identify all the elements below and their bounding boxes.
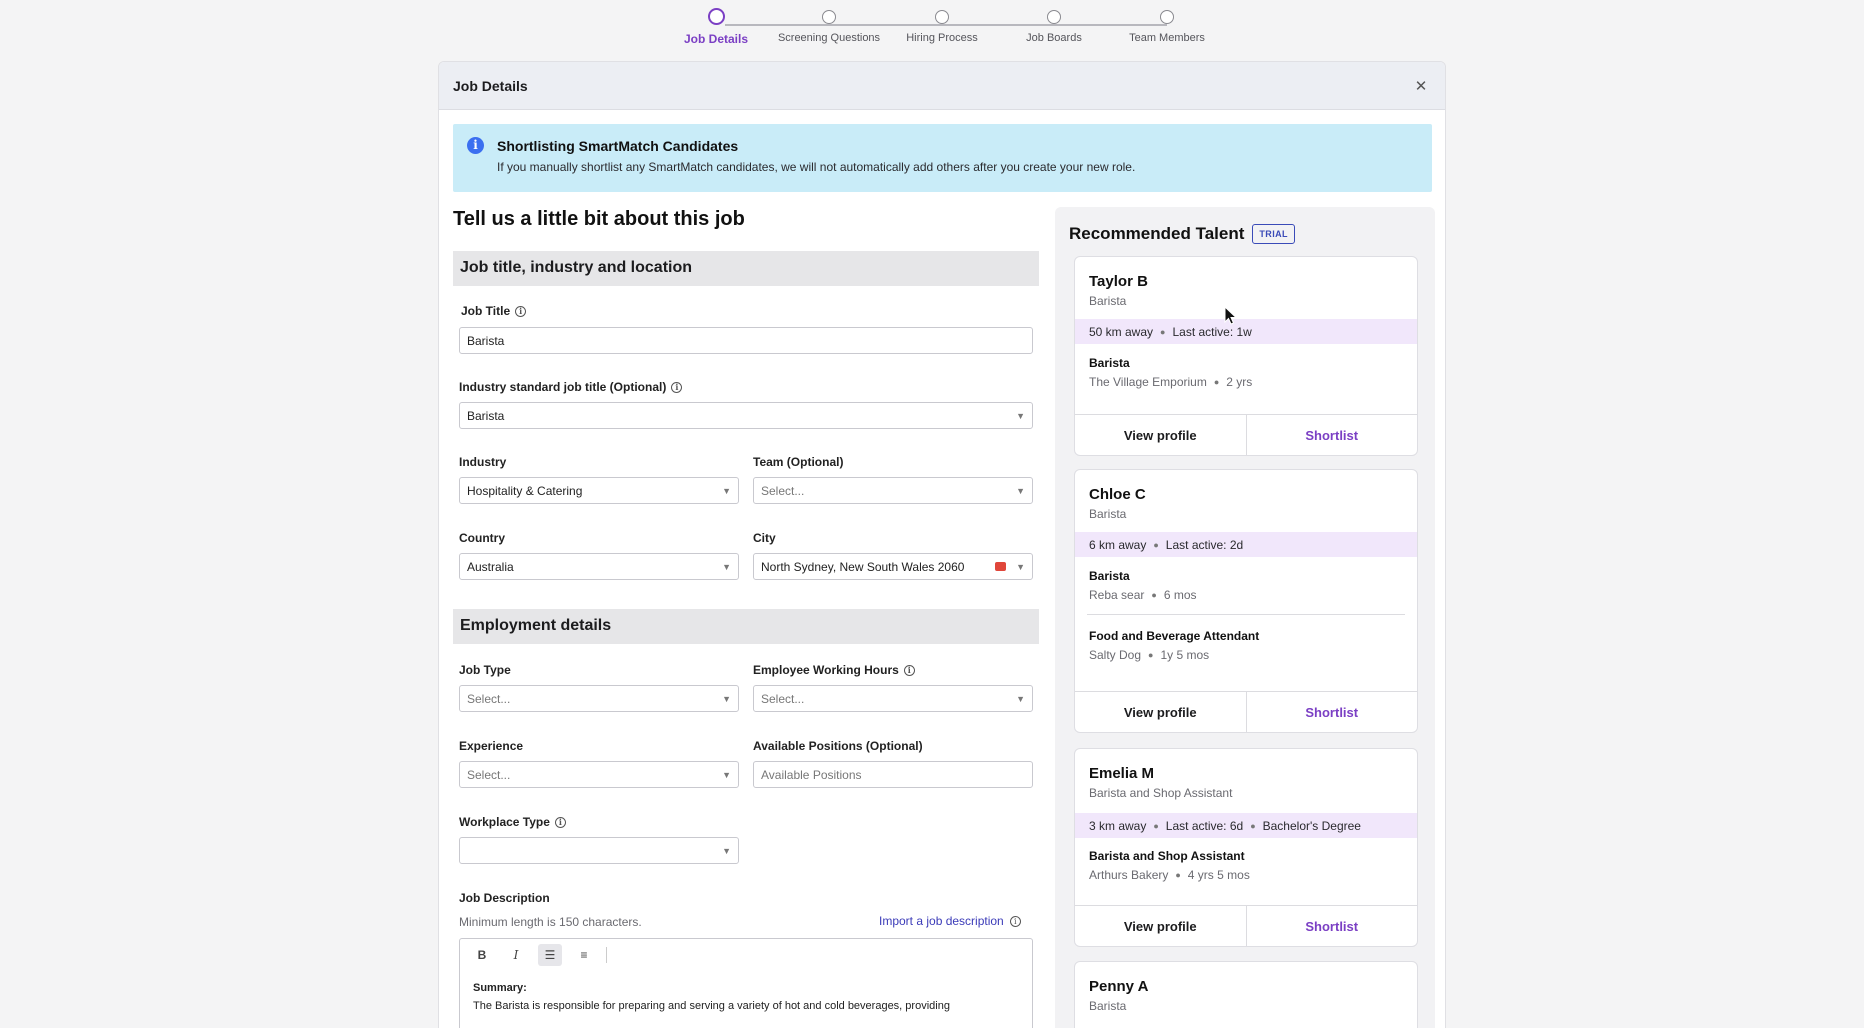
chevron-down-icon: ▼: [722, 561, 731, 572]
job-title-label: Job Title: [461, 304, 511, 318]
numbered-list-button[interactable]: ≡: [580, 948, 588, 962]
experience-company: The Village Emporium: [1089, 375, 1207, 389]
job-type-placeholder: Select...: [467, 691, 511, 706]
city-value: North Sydney, New South Wales 2060: [761, 559, 965, 574]
candidate-meta: [1075, 319, 1417, 344]
workplace-label: Workplace Type: [459, 815, 550, 829]
modal-title: Job Details: [453, 77, 528, 94]
candidate-card: [1074, 748, 1418, 947]
bullet-list-button[interactable]: ☰: [538, 944, 562, 966]
form-heading: Tell us a little bit about this job: [453, 208, 745, 230]
candidate-card: [1074, 469, 1418, 733]
job-form: [453, 207, 1039, 1012]
card-actions: [1075, 691, 1417, 732]
candidate-name: Taylor B: [1089, 273, 1148, 290]
panel-header: [1069, 224, 1295, 244]
view-profile-button[interactable]: View profile: [1075, 692, 1247, 732]
modal-header: [439, 62, 1445, 110]
info-icon[interactable]: i: [904, 665, 915, 676]
step-label: Hiring Process: [906, 32, 978, 44]
experience-title: Barista: [1089, 356, 1130, 370]
working-hours-label: Employee Working Hours: [753, 663, 899, 677]
working-hours-label-row: [753, 663, 915, 677]
step-dot: [1160, 10, 1174, 24]
step-dot: [1047, 10, 1061, 24]
job-title-input[interactable]: [459, 327, 1033, 354]
step-label: Team Members: [1129, 32, 1205, 44]
description-label: Job Description: [459, 891, 550, 905]
industry-select[interactable]: [459, 477, 739, 504]
working-hours-select[interactable]: [753, 685, 1033, 712]
experience-sub: [1089, 588, 1403, 602]
bullet-icon: ●: [1153, 539, 1159, 550]
chevron-down-icon: ▼: [1016, 561, 1025, 572]
toolbar-divider: [606, 947, 607, 963]
experience-company: Salty Dog: [1089, 648, 1142, 662]
import-description-link[interactable]: Import a job description: [879, 914, 1004, 928]
positions-input[interactable]: [753, 761, 1033, 788]
country-label: Country: [459, 531, 505, 545]
experience-duration: 6 mos: [1163, 588, 1197, 602]
experience-label: Experience: [459, 739, 524, 753]
experience-sub: [1089, 648, 1403, 662]
bold-button[interactable]: B: [477, 948, 487, 962]
experience-placeholder: Select...: [467, 767, 511, 782]
info-icon[interactable]: i: [1010, 916, 1021, 927]
close-icon[interactable]: ✕: [1414, 77, 1428, 95]
banner-title: Shortlisting SmartMatch Candidates: [497, 138, 739, 154]
experience-company: Arthurs Bakery: [1089, 868, 1169, 882]
view-profile-button[interactable]: View profile: [1075, 906, 1247, 946]
section-title-job-location: Job title, industry and location: [453, 251, 1039, 286]
candidate-distance: 6 km away: [1089, 537, 1147, 552]
bullet-icon: ●: [1148, 650, 1154, 660]
step-dot: [708, 8, 725, 25]
country-select[interactable]: [459, 553, 739, 580]
industry-title-value: Barista: [467, 408, 505, 423]
experience-company: Reba sear: [1089, 588, 1145, 602]
candidate-meta: [1075, 813, 1417, 838]
summary-label: Summary:: [473, 982, 527, 994]
positions-placeholder: Available Positions: [761, 767, 862, 782]
workplace-select[interactable]: [459, 837, 739, 864]
chevron-down-icon: ▼: [722, 845, 731, 856]
experience-select[interactable]: [459, 761, 739, 788]
chevron-down-icon: ▼: [722, 485, 731, 496]
candidate-last-active: Last active: 2d: [1165, 537, 1244, 552]
industry-value: Hospitality & Catering: [467, 483, 583, 498]
autofill-card-icon[interactable]: [995, 562, 1006, 571]
progress-stepper: [0, 8, 1864, 54]
chevron-down-icon: ▼: [722, 693, 731, 704]
description-editor[interactable]: [459, 938, 1033, 1028]
industry-label: Industry: [459, 455, 507, 469]
chevron-down-icon: ▼: [722, 769, 731, 780]
chevron-down-icon: ▼: [1016, 485, 1025, 496]
candidate-last-active: Last active: 6d: [1165, 818, 1244, 833]
chevron-down-icon: ▼: [1016, 693, 1025, 704]
candidate-distance: 50 km away: [1089, 324, 1154, 339]
experience-duration: 4 yrs 5 mos: [1187, 868, 1250, 882]
city-label: City: [753, 531, 776, 545]
info-icon[interactable]: i: [671, 382, 682, 393]
shortlist-button[interactable]: Shortlist: [1305, 918, 1359, 934]
recommended-talent-panel: [1055, 207, 1435, 1028]
description-hint: Minimum length is 150 characters.: [459, 915, 642, 929]
experience-sub: [1089, 375, 1403, 389]
step-label: Screening Questions: [777, 32, 881, 44]
step-dot: [935, 10, 949, 24]
job-type-select[interactable]: [459, 685, 739, 712]
experience-duration: 2 yrs: [1226, 375, 1253, 389]
bullet-icon: ●: [1175, 870, 1181, 880]
candidate-name: Chloe C: [1089, 486, 1146, 503]
import-row: [879, 914, 1021, 928]
bullet-icon: ●: [1160, 326, 1166, 337]
info-icon: i: [467, 137, 484, 154]
candidate-name: Penny A: [1089, 978, 1149, 995]
card-actions: [1075, 905, 1417, 946]
team-label: Team (Optional): [753, 455, 844, 469]
candidate-distance: 3 km away: [1089, 818, 1147, 833]
banner-text: If you manually shortlist any SmartMatch candidates, we will not automatically add others after you create your new role.: [497, 160, 1136, 174]
team-placeholder: Select...: [761, 483, 805, 498]
panel-title: Recommended Talent: [1069, 224, 1245, 243]
bullet-icon: ●: [1213, 377, 1220, 387]
experience-item: [1075, 356, 1417, 389]
candidate-name: Emelia M: [1089, 765, 1155, 782]
job-type-label: Job Type: [459, 663, 511, 677]
candidate-card: [1074, 256, 1418, 456]
industry-title-label-row: [459, 380, 682, 394]
trial-badge: TRIAL: [1252, 224, 1295, 244]
info-icon[interactable]: i: [555, 817, 566, 828]
step-label: Job Details: [683, 32, 749, 46]
chevron-down-icon: ▼: [1016, 410, 1025, 421]
working-hours-placeholder: Select...: [761, 691, 805, 706]
step-team-members[interactable]: [1097, 8, 1237, 44]
italic-button[interactable]: I: [513, 948, 519, 962]
view-profile-button[interactable]: View profile: [1075, 415, 1247, 455]
step-dot: [822, 10, 836, 24]
description-text: The Barista is responsible for preparing and serving a variety of hot and cold beverages, providing: [473, 1000, 950, 1012]
city-select[interactable]: [753, 553, 1033, 580]
candidate-role: Barista: [1089, 294, 1127, 308]
workplace-label-row: [459, 815, 566, 829]
positions-label: Available Positions (Optional): [753, 739, 923, 753]
bullet-icon: ●: [1151, 590, 1157, 600]
section-title-employment: Employment details: [453, 609, 1039, 644]
bullet-icon: ●: [1250, 820, 1256, 831]
smartmatch-info-banner: [453, 124, 1432, 192]
team-select[interactable]: [753, 477, 1033, 504]
editor-toolbar: [460, 939, 1032, 971]
industry-title-select[interactable]: [459, 402, 1033, 429]
shortlist-button[interactable]: Shortlist: [1305, 427, 1359, 443]
industry-title-label: Industry standard job title (Optional): [459, 380, 667, 394]
mouse-cursor-icon: [1224, 306, 1238, 326]
job-title-label-row: [461, 304, 526, 318]
experience-item: [1075, 629, 1417, 662]
experience-item: [1075, 569, 1417, 602]
job-title-value: Barista: [467, 333, 505, 348]
country-value: Australia: [467, 559, 514, 574]
shortlist-button[interactable]: Shortlist: [1305, 704, 1359, 720]
candidate-card: [1074, 961, 1418, 1028]
candidate-education: Bachelor's Degree: [1262, 818, 1361, 833]
candidate-role: Barista: [1089, 999, 1127, 1013]
experience-title: Barista: [1089, 569, 1130, 583]
experience-divider: [1087, 614, 1405, 615]
card-actions: [1075, 414, 1417, 455]
editor-content[interactable]: [460, 971, 1032, 1023]
candidate-meta: [1075, 532, 1417, 557]
info-icon[interactable]: i: [515, 306, 526, 317]
bullet-icon: ●: [1153, 820, 1159, 831]
step-label: Job Boards: [1026, 32, 1082, 44]
experience-duration: 1y 5 mos: [1160, 648, 1210, 662]
candidate-last-active: Last active: 1w: [1172, 324, 1252, 339]
job-details-modal: [438, 61, 1446, 1028]
experience-sub: [1089, 868, 1403, 882]
experience-title: Barista and Shop Assistant: [1089, 849, 1245, 863]
experience-item: [1075, 849, 1417, 882]
candidate-role: Barista and Shop Assistant: [1089, 786, 1233, 800]
candidate-role: Barista: [1089, 507, 1127, 521]
experience-title: Food and Beverage Attendant: [1089, 629, 1260, 643]
